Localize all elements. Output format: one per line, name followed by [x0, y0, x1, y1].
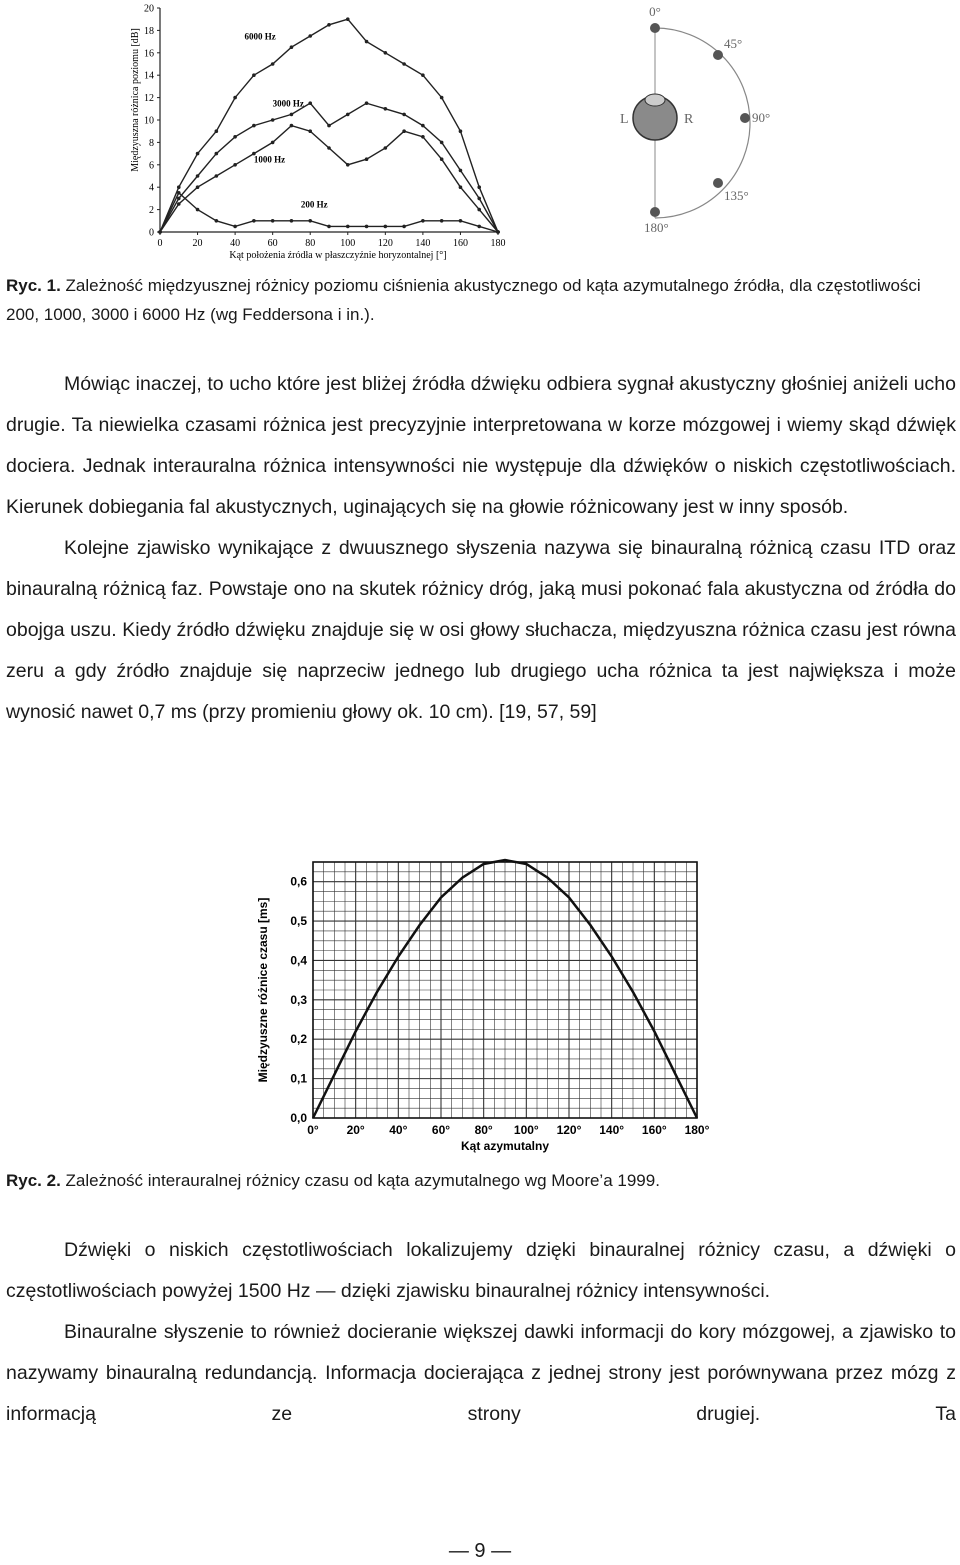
figure1-y-tick-label: 14 — [144, 70, 154, 82]
figure1-data-point — [384, 225, 388, 229]
figure1-series-label: 3000 Hz — [272, 98, 304, 109]
figure1-data-point — [233, 135, 237, 139]
figure1-data-point — [233, 225, 237, 229]
figure1-data-point — [233, 96, 237, 100]
label-left-ear: L — [620, 112, 629, 127]
figure1-data-point — [308, 129, 312, 133]
figure2-caption-text: Zależność interauralnej różnicy czasu od kąta azymutalnego wg Moore’a 1999. — [65, 1171, 660, 1190]
figure1-data-point — [290, 219, 294, 223]
figure1-data-point — [215, 152, 219, 156]
figure2-y-tick-label: 0,2 — [290, 1032, 307, 1047]
figure1-x-axis-label: Kąt położenia źródła w płaszczyźnie horyzontalnej [°] — [229, 250, 447, 261]
figure1-y-tick-label: 12 — [144, 93, 154, 105]
figure2-x-axis-label: Kąt azymutalny — [460, 1139, 550, 1153]
figure1-data-point — [477, 185, 481, 189]
figure2-x-tick-label: 120° — [556, 1123, 582, 1137]
figure1-data-point — [440, 141, 444, 145]
figure2-y-tick-label: 0,3 — [290, 992, 307, 1007]
figure1-data-point — [177, 202, 181, 206]
figure1-y-tick-label: 16 — [144, 48, 154, 60]
figure2-x-tick-label: 60° — [431, 1123, 451, 1137]
figure1-data-point — [346, 113, 350, 117]
source-dot-90 — [740, 113, 750, 123]
figure1-x-tick-label: 140 — [415, 238, 431, 249]
figure1-series-line — [160, 126, 498, 232]
figure2-x-tick-label: 0° — [307, 1123, 319, 1137]
paragraph-4: Binauralne słyszenie to również docieranie większej dawki informacji do kory mózgowej, a zjawisko to nazywamy binauralną redundancją. Informacja docierająca z jednej strony jest porównywana przez mózg z informacją ze strony drugiej. Ta — [6, 1321, 956, 1425]
label-180deg: 180° — [644, 220, 669, 235]
figure1-chart — [110, 0, 510, 262]
figure1-series-label: 1000 Hz — [253, 154, 286, 165]
figure1-data-point — [271, 62, 275, 66]
figure1-data-point — [365, 40, 369, 44]
figure1-y-axis-label: Międzyuszna różnica poziomu [dB] — [130, 28, 141, 172]
figure1-data-point — [440, 157, 444, 161]
figure1-x-tick-label: 120 — [377, 238, 393, 249]
figure1-data-point — [327, 225, 331, 229]
figure1-data-point — [308, 219, 312, 223]
head-direction-diagram — [600, 0, 800, 245]
figure1-y-tick-label: 20 — [144, 3, 154, 15]
page-number: — 9 — — [448, 1540, 512, 1562]
figure1-data-point — [177, 197, 181, 201]
label-right-ear: R — [684, 112, 694, 127]
body-text-block-2 — [6, 1230, 956, 1435]
figure2-chart — [245, 840, 725, 1165]
figure1-caption-text: Zależność międzyusznej różnicy poziomu ciśnienia akustycznego od kąta azymutalnego źródła, dla częstotliwości 200, 1000, 3000 i 6000 Hz (wg Feddersona i in.). — [6, 276, 921, 324]
figure1-x-tick-label: 80 — [305, 238, 316, 249]
figure1-y-tick-label: 10 — [144, 115, 154, 127]
figure1-data-point — [327, 146, 331, 150]
figure1-data-point — [233, 163, 237, 167]
paragraph-3: Dźwięki o niskich częstotliwościach lokalizujemy dzięki binauralnej różnicy czasu, a dźwięki o częstotliwościach powyżej 1500 Hz — dzięki zjawisku binauralnej różnicy intensywności. — [6, 1239, 956, 1302]
figure2-y-tick-label: 0,5 — [290, 914, 307, 929]
figure1-x-tick-label: 60 — [267, 238, 278, 249]
figure2-y-tick-label: 0,1 — [290, 1071, 307, 1086]
figure1-data-point — [402, 113, 406, 117]
figure1-data-point — [215, 129, 219, 133]
figure1-data-point — [384, 146, 388, 150]
figure1-data-point — [196, 185, 200, 189]
figure2-y-tick-label: 0,0 — [290, 1111, 307, 1125]
figure1-data-point — [327, 124, 331, 128]
figure1-data-point — [177, 191, 181, 195]
figure2-x-tick-label: 100° — [513, 1123, 539, 1137]
figure1-series-label: 6000 Hz — [244, 31, 276, 42]
figure1-data-point — [196, 208, 200, 212]
figure1-data-point — [402, 129, 406, 133]
figure1-data-point — [252, 124, 256, 128]
figure1-x-tick-label: 160 — [452, 238, 468, 249]
figure1-data-point — [271, 118, 275, 122]
figure1-y-tick-label: 2 — [149, 205, 154, 217]
figure2-y-tick-label: 0,4 — [290, 953, 307, 968]
label-0deg: 0° — [649, 4, 661, 19]
figure1-data-point — [252, 219, 256, 223]
figure1-data-point — [365, 157, 369, 161]
figure1-x-tick-label: 100 — [340, 238, 356, 249]
figure2-caption — [6, 1166, 956, 1195]
figure2-x-tick-label: 40° — [389, 1123, 408, 1137]
figure1-caption-prefix: Ryc. 1. — [6, 276, 61, 295]
figure1-data-point — [402, 62, 406, 66]
figure1-data-point — [215, 174, 219, 178]
figure1-data-point — [477, 197, 481, 201]
figure1-data-point — [346, 225, 350, 229]
figure1-data-point — [459, 129, 463, 133]
figure1-data-point — [477, 225, 481, 229]
figure1-y-tick-label: 0 — [149, 227, 154, 239]
label-90deg: 90° — [752, 110, 771, 125]
figure2-x-tick-label: 160° — [641, 1123, 667, 1137]
figure1-data-point — [459, 169, 463, 173]
figure1-x-tick-label: 40 — [230, 238, 241, 249]
figure1-data-point — [346, 163, 350, 167]
label-135deg: 135° — [724, 188, 749, 203]
figure1-y-tick-label: 4 — [149, 182, 154, 194]
figure1-y-tick-label: 18 — [144, 25, 154, 37]
figure1-x-tick-label: 0 — [157, 238, 163, 249]
figure1-y-tick-label: 6 — [149, 160, 154, 172]
figure1-data-point — [177, 185, 181, 189]
figure2-caption-prefix: Ryc. 2. — [6, 1171, 61, 1190]
figure1-data-point — [308, 34, 312, 38]
figure1-data-point — [290, 124, 294, 128]
figure1-caption — [6, 271, 956, 329]
figure2-x-tick-label: 140° — [599, 1123, 625, 1137]
body-text-block-1 — [6, 364, 956, 733]
figure1-data-point — [365, 225, 369, 229]
figure1-data-point — [271, 219, 275, 223]
figure1-data-point — [365, 101, 369, 105]
figure1-data-point — [421, 73, 425, 77]
figure2-x-tick-label: 80° — [474, 1123, 493, 1137]
source-dot-45 — [713, 50, 723, 60]
figure1-data-point — [271, 141, 275, 145]
figure2-y-axis-label: Międzyuszne różnice czasu [ms] — [256, 897, 270, 1083]
figure1-data-point — [440, 96, 444, 100]
figure2-x-tick-label: 20° — [346, 1123, 365, 1137]
figure2-x-tick-label: 180° — [684, 1123, 710, 1137]
figure1-data-point — [215, 219, 219, 223]
figure1-data-point — [421, 219, 425, 223]
figure1-data-point — [308, 101, 312, 105]
paragraph-2: Kolejne zjawisko wynikające z dwuusznego słyszenia nazywa się binauralną różnicą czasu ITD oraz binauralną różnicą faz. Powstaje ono na skutek różnicy dróg, jaką musi pokonać fala akustyczna od źródła do obojga uszu. Kiedy źródło dźwięku znajduje się w osi głowy słuchacza, międzyuszna różnica czasu jest równa zeru a gdy źródło znajduje się naprzeciw jednego lub drugiego ucha różnica ta jest największa i może wynosić nawet 0,7 ms (przy promieniu głowy ok. 10 cm). [19, 57, 59] — [6, 537, 956, 723]
figure1-data-point — [402, 225, 406, 229]
figure1-data-point — [196, 174, 200, 178]
figure1-series-label: 200 Hz — [300, 199, 328, 210]
figure1-data-point — [384, 107, 388, 111]
source-dot-180 — [650, 207, 660, 217]
figure1-data-point — [421, 124, 425, 128]
source-dot-0 — [650, 23, 660, 33]
paragraph-1: Mówiąc inaczej, to ucho które jest bliżej źródła dźwięku odbiera sygnał akustyczny głośniej aniżeli ucho drugie. Ta niewielka czasami różnica jest precyzyjnie interpretowana w korze mózgowej i wiemy skąd dźwięk dociera. Jednak interauralna różnica intensywności nie występuje dla dźwięków o niskich częstotliwościach. Kierunek dobiegania fal akustycznych, uginających się na głowie różnicowany jest w inny sposób. — [6, 373, 956, 518]
source-dot-135 — [713, 178, 723, 188]
nose-icon — [645, 94, 665, 106]
figure1-data-point — [290, 113, 294, 117]
label-45deg: 45° — [724, 36, 743, 51]
figure2-y-tick-label: 0,6 — [290, 874, 307, 889]
figure1-data-point — [290, 45, 294, 49]
figure1-x-tick-label: 180 — [490, 238, 506, 249]
figure1-data-point — [252, 73, 256, 77]
figure1-data-point — [346, 17, 350, 21]
figure1-data-point — [459, 219, 463, 223]
figure1-data-point — [421, 135, 425, 139]
figure1-data-point — [459, 185, 463, 189]
figure1-data-point — [327, 23, 331, 27]
figure1-y-tick-label: 8 — [149, 137, 154, 149]
figure1-data-point — [196, 152, 200, 156]
figure1-data-point — [384, 51, 388, 55]
figure1-data-point — [477, 208, 481, 212]
figure1-data-point — [440, 219, 444, 223]
figure1-x-tick-label: 20 — [192, 238, 203, 249]
